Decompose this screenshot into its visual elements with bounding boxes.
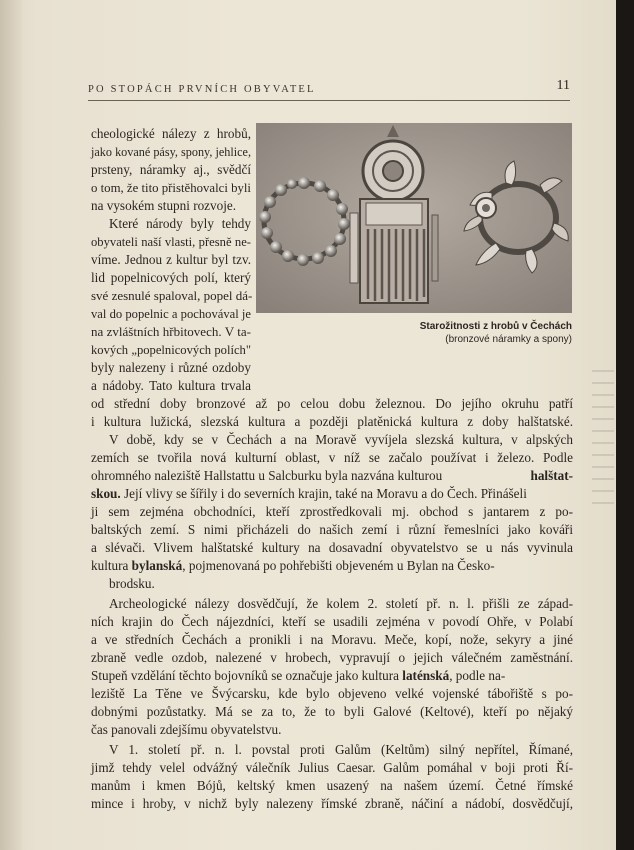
text-line: od střední doby bronzové až po celou dobu železnou. Do jejího okruhu patří	[91, 396, 573, 411]
text-line-with-bold	[91, 467, 573, 485]
bronze-jewelry-image	[256, 123, 572, 313]
text-line: a ve středních Čechách a pronikli i na Moravu. Meče, kopí, nože, sekyry a jiné	[91, 632, 573, 647]
text-line-with-bold	[91, 485, 573, 503]
text-line: lid popelnicových polí, který	[91, 270, 251, 285]
text-line: o tom, že tito přistěhovalci byli	[91, 181, 251, 195]
page-binding-shadow	[0, 0, 22, 850]
text-line: a nádoby. Tato kultura trvala	[91, 378, 251, 393]
artifact-photo	[256, 123, 572, 313]
text-line: manům i kmen Bójů, keltský kmen usazený na našem území. Četné římské	[91, 778, 573, 793]
text-span: Její vlivy se šířily i do severních krajin, také na Moravu a do Čech. Přinášeli	[120, 486, 527, 501]
figure-caption	[382, 320, 572, 347]
text-line: obyvateli naší vlasti, přesně ne-	[91, 235, 251, 249]
caption-subtitle: (bronzové náramky a spony)	[445, 334, 572, 345]
text-span: ohromného naleziště Hallstattu u Salcburku byla nazvána kulturou	[91, 468, 443, 483]
text-line: jimž tehdy velel odvážný válečník Julius Caesar. Galům pomáhal v boji proti Ří-	[91, 760, 573, 775]
text-line: dobnými pozůstatky. Má se za to, že to byli Galové (Keltové), kteří po nějaký	[91, 704, 573, 719]
text-span: , podle na-	[449, 668, 506, 683]
text-span: , pojmenovaná po pohřebišti objeveném u Bylan na Česko-	[182, 558, 495, 573]
text-span: Stupeň vzdělání těchto bojovníků se označuje jako kultura	[91, 668, 403, 683]
text-line: a slévači. Vlivem halštatské kultury na dosavadní obyvatelstvo se u nás vyvinula	[91, 540, 573, 555]
bold-term: laténská	[402, 668, 450, 683]
text-line: čas panovali zdejšímu obyvatelstvu.	[91, 722, 282, 737]
text-line: i kultura lužická, slezská kultura a později platěnická kultura z doby halštatské.	[91, 414, 573, 429]
text-line: na zvláštních hřbitovech. V ta-	[91, 324, 251, 339]
text-line: leziště La Těne ve Švýcarsku, kde bylo objeveno velké vojenské tábořiště s po-	[91, 686, 573, 701]
text-line: byly nalezeny i různé ozdoby	[91, 360, 251, 375]
text-line: ji sem zejména obchodníci, kteří zprostředkovali mj. obchod s jantarem z po-	[91, 504, 573, 519]
text-line: na vysokém stupni rozvoje.	[91, 198, 237, 213]
text-line: kových „popelnicových polích"	[91, 343, 251, 357]
bold-term: skou.	[91, 486, 121, 501]
text-line: cheologické nálezy z hrobů,	[91, 126, 251, 141]
show-through-text	[592, 360, 614, 740]
running-header	[88, 78, 570, 101]
text-line: V 1. století př. n. l. povstal proti Galům (Keltům) silný nepřítel, Římané,	[109, 742, 573, 757]
bold-term: halštat-	[530, 468, 573, 483]
page-number: 11	[556, 78, 570, 93]
text-line: baltských zemí. S nimi přicházeli do našich zemí i různí řemeslníci jako kováři	[91, 522, 573, 537]
text-line-with-bold	[91, 667, 573, 685]
text-line: Archeologické nálezy dosvědčují, že kolem 2. století př. n. l. přišli ze západ-	[109, 596, 573, 611]
text-line: své zesnulé spaloval, popel dá-	[91, 288, 253, 303]
text-line: jako kované pásy, spony, jehlice,	[91, 145, 251, 159]
text-line: brodsku.	[109, 576, 155, 591]
text-span: kultura	[91, 558, 132, 573]
text-line: Které národy byly tehdy	[109, 216, 251, 231]
text-line: ních krajin do Čech nájezdníci, kteří se usadili zejména v povodí Ohře, v Polabí	[91, 614, 573, 629]
text-line: zemích se tvořila nová kulturní oblast, v níž se začalo používat i železo. Podle	[91, 450, 573, 465]
text-line: mince i hroby, v nichž byly nalezeny římské zbraně, náčiní a nádobí, dosvědčují,	[91, 796, 573, 811]
bold-term: bylanská	[131, 558, 183, 573]
caption-title: Starožitnosti z hrobů v Čechách	[419, 321, 572, 332]
text-line: val do popelnic a pochovával je	[91, 307, 251, 321]
text-line-with-bold	[91, 557, 573, 575]
running-title: PO STOPÁCH PRVNÍCH OBYVATEL	[88, 84, 316, 95]
text-line: V době, kdy se v Čechách a na Moravě vyvíjela slezská kultura, v alpských	[109, 432, 573, 447]
text-line: zbraně vedle ozdob, nalezené v hrobech, vypravují o jejich válečném zaměstnání.	[91, 650, 573, 665]
text-line: víme. Jednou z kultur byl tzv.	[91, 252, 251, 267]
text-line: prsteny, náramky aj., svědčí	[91, 162, 251, 177]
